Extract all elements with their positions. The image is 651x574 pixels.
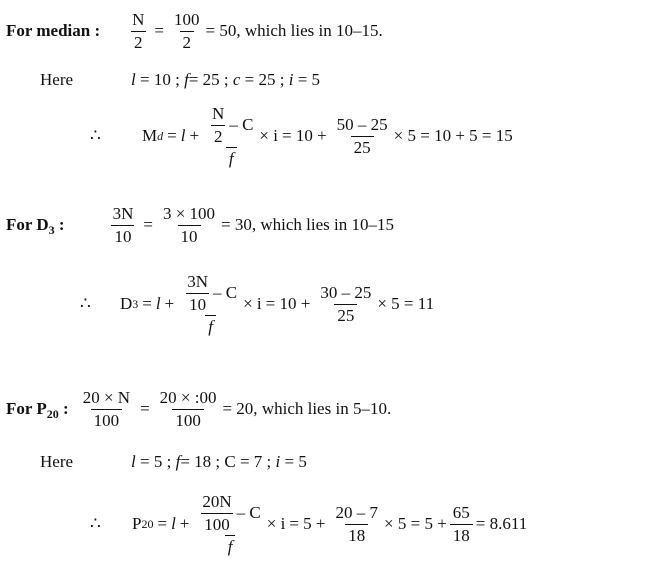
here-label: Here: [40, 70, 74, 89]
p20-values-line: Here l = 5 ; f = 18 ; C = 7 ; i = 5: [40, 452, 307, 471]
p20-formula-line: ∴ P 20 = l + $\frac{20N}{100}$ – C f × i = 5 + $\frac{20 - 7}{18}$ × 5 = 5 + $\frac{65}{18}$ = 8.611: [90, 492, 528, 557]
median-condition-line: For median : $\frac{N}{2}$ = $\frac{100}{2}$ = 50 , which lies in 10–15.: [6, 10, 383, 52]
median-substituted-fraction: $\frac{50 - 25}{25}$: [336, 115, 388, 157]
d3-condition-line: For $D_3$ : $\frac{3N}{10}$ = $\frac{3 \times 100}{10}$ = 30, which lies in 10–15: [6, 204, 395, 246]
fraction-20x100-over-100: $\frac{20 \times :00}{100}$: [159, 388, 217, 430]
median-values-line: Here l = 10 ; f = 25 ; c = 25 ; i = 5: [40, 70, 321, 89]
p20-main-fraction: $\frac{20N}{100}$ – C f: [202, 492, 261, 557]
fraction-N-over-2: $\frac{N}{2}$: [132, 10, 145, 52]
d3-substituted-fraction: $\frac{30 - 25}{25}$: [320, 283, 372, 325]
p20-substituted-fraction: $\frac{20 - 7}{18}$: [335, 503, 379, 545]
median-main-fraction: $\frac{N}{2}$ – C f: [212, 104, 254, 169]
median-formula-line: ∴ M d = l + $\frac{N}{2}$ – C f × i = 10 + $\frac{50 - 25}{25}$ × 5 = 10 + 5 = 15: [90, 104, 513, 169]
fraction-3x100-over-10: $\frac{3 \times 100}{10}$: [162, 204, 216, 246]
fraction-3N-over-10: $\frac{3N}{10}$: [112, 204, 134, 246]
p20-condition-line: For $P_{20}$ : $\frac{20 \times N}{100}$ = $\frac{20 \times :00}{100}$ = 20, which lies in 5–10.: [6, 388, 392, 430]
d3-formula-line: ∴ D 3 = l + $\frac{3N}{10}$ – C f × i = 10 + $\frac{30 - 25}{25}$ × 5 = 11: [80, 272, 435, 337]
p20-result-fraction: $\frac{65}{18}$: [450, 503, 473, 545]
median-result: = 50: [205, 21, 237, 41]
fraction-100-over-2: $\frac{100}{2}$: [174, 10, 200, 52]
median-lies: , which lies in 10–15.: [236, 21, 383, 41]
fraction-20xN-over-100: $\frac{20 \times N}{100}$: [82, 388, 131, 430]
d3-main-fraction: $\frac{3N}{10}$ – C f: [187, 272, 238, 337]
median-label: For median :: [6, 21, 101, 41]
d3-label: For $D_3$ :: [6, 215, 65, 238]
therefore-symbol: ∴: [90, 126, 101, 146]
p20-label: For $P_{20}$ :: [6, 399, 69, 422]
